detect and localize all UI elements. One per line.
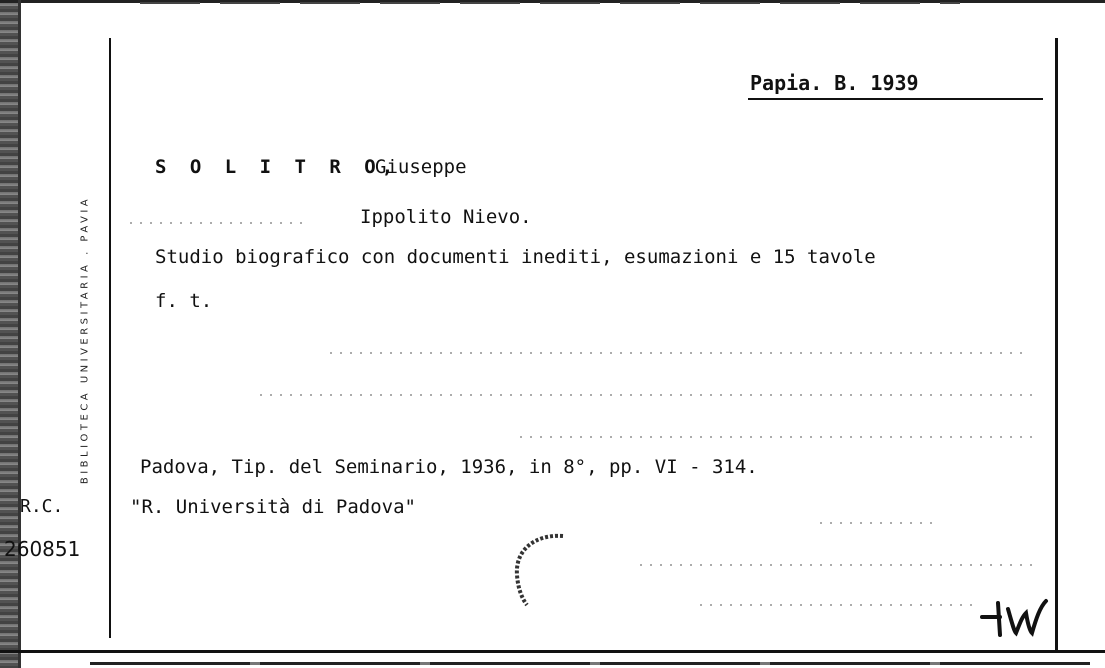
- author-forename: Giuseppe: [375, 156, 467, 178]
- card-left-edge-line: [18, 0, 21, 668]
- card-left-edge: [0, 0, 18, 668]
- pencil-arc-mark: [505, 530, 575, 610]
- dotted-guide: [130, 222, 310, 224]
- library-stamp: [70, 150, 100, 530]
- call-number-underline: [748, 98, 1043, 100]
- dotted-guide: [640, 564, 1040, 566]
- initials-signature: [980, 595, 1060, 645]
- dotted-guide: [700, 604, 980, 606]
- book-title: Ippolito Nievo.: [360, 206, 532, 228]
- library-stamp-text: BIBLIOTECA UNIVERSITARIA . PAVIA: [79, 195, 91, 485]
- call-number: Papia. B. 1939: [750, 71, 919, 95]
- imprint: Padova, Tip. del Seminario, 1936, in 8°, pp. VI - 314.: [140, 456, 758, 478]
- dotted-guide: [520, 436, 1040, 438]
- author-surname: S O L I T R O,: [155, 156, 400, 178]
- card-top-rule: [140, 2, 960, 4]
- book-subtitle-line-1: Studio biografico con documenti inediti, esumazioni e 15 tavole: [155, 246, 876, 268]
- dotted-guide: [260, 394, 1040, 396]
- dotted-guide: [820, 522, 940, 524]
- dotted-guide: [330, 352, 1030, 354]
- card-bottom-rule: [0, 650, 1105, 653]
- card-right-rule: [1055, 38, 1058, 650]
- rc-label: R.C.: [20, 496, 64, 517]
- accession-number: 260851: [4, 537, 81, 561]
- series-note: "R. Università di Padova": [130, 496, 416, 518]
- card-bottom-edge: [90, 662, 1090, 665]
- card-margin-rule: [109, 38, 111, 638]
- book-subtitle-line-2: f. t.: [155, 290, 213, 312]
